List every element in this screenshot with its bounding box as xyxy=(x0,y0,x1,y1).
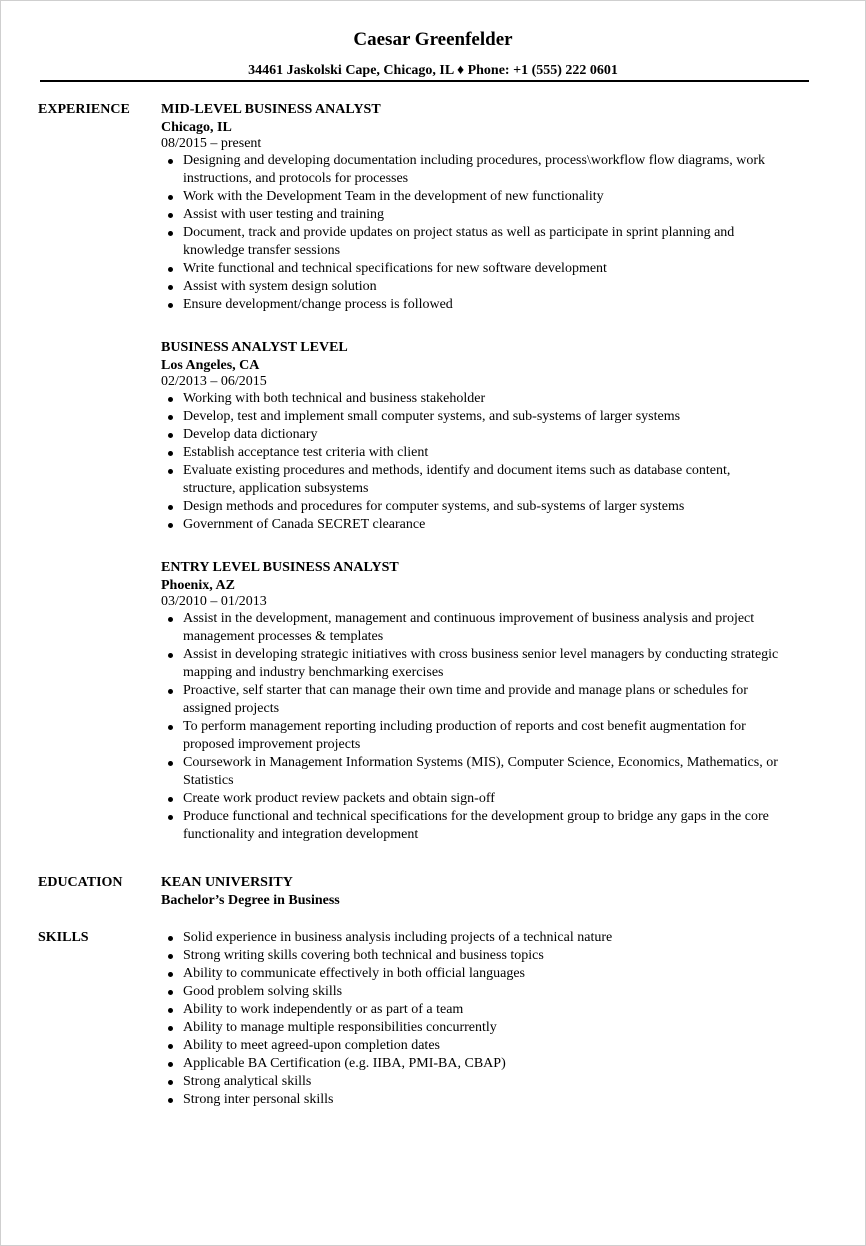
list-item xyxy=(161,947,811,965)
list-item xyxy=(161,1091,811,1109)
list-item xyxy=(161,808,811,844)
list-item xyxy=(161,206,811,224)
job-dates: 08/2015 – present xyxy=(161,136,262,151)
list-item xyxy=(161,682,811,718)
bullet-icon xyxy=(168,797,173,802)
bullet-icon xyxy=(168,972,173,977)
job-location: Chicago, IL xyxy=(161,120,232,135)
list-item xyxy=(161,516,811,534)
bullet-text: Design methods and procedures for computer systems, and sub-systems of larger systems xyxy=(183,499,685,514)
list-item xyxy=(161,983,811,1001)
bullet-text: Create work product review packets and obtain sign-off xyxy=(183,791,495,806)
job-entry xyxy=(161,101,811,314)
bullet-text: Applicable BA Certification (e.g. IIBA, PMI-BA, CBAP) xyxy=(183,1056,506,1071)
skills-heading: SKILLS xyxy=(38,930,89,945)
list-item xyxy=(161,260,811,278)
bullet-icon xyxy=(168,1044,173,1049)
bullet-icon xyxy=(168,815,173,820)
bullet-text: Strong writing skills covering both technical and business topics xyxy=(183,948,544,963)
list-item xyxy=(161,408,811,426)
bullet-icon xyxy=(168,397,173,402)
list-item xyxy=(161,754,811,790)
bullet-icon xyxy=(168,653,173,658)
bullet-icon xyxy=(168,159,173,164)
list-item xyxy=(161,278,811,296)
job-bullet-list xyxy=(161,610,811,844)
bullet-text: Government of Canada SECRET clearance xyxy=(183,517,426,532)
bullet-text: Evaluate existing procedures and methods, identify and document items such as database content, structure, application subsystems xyxy=(183,463,731,496)
job-bullet-list xyxy=(161,390,811,534)
bullet-text: Ability to work independently or as part of a team xyxy=(183,1002,464,1017)
education-body xyxy=(161,874,811,910)
skills-list xyxy=(161,929,811,1109)
bullet-icon xyxy=(168,936,173,941)
job-entry xyxy=(161,559,811,844)
list-item xyxy=(161,152,811,188)
list-item xyxy=(161,462,811,498)
skills-body xyxy=(161,929,811,1109)
bullet-text: Proactive, self starter that can manage their own time and provide and manage plans or schedules for assigned projects xyxy=(183,683,748,716)
bullet-text: Ability to communicate effectively in both official languages xyxy=(183,966,525,981)
bullet-text: Ability to manage multiple responsibilities concurrently xyxy=(183,1020,497,1035)
list-item xyxy=(161,1073,811,1091)
list-item xyxy=(161,296,811,314)
bullet-text: Document, track and provide updates on project status as well as participate in sprint planning and knowledge transfer sessions xyxy=(183,225,735,258)
bullet-icon xyxy=(168,725,173,730)
bullet-icon xyxy=(168,523,173,528)
bullet-text: Strong analytical skills xyxy=(183,1074,312,1089)
bullet-text: Assist in the development, management and continuous improvement of business analysis and project management processes & templates xyxy=(183,611,755,644)
list-item xyxy=(161,610,811,646)
list-item xyxy=(161,1001,811,1019)
bullet-text: Work with the Development Team in the development of new functionality xyxy=(183,189,604,204)
bullet-icon xyxy=(168,1062,173,1067)
list-item xyxy=(161,929,811,947)
list-item xyxy=(161,444,811,462)
job-title: BUSINESS ANALYST LEVEL xyxy=(161,340,348,355)
bullet-text: Good problem solving skills xyxy=(183,984,343,999)
list-item xyxy=(161,1019,811,1037)
bullet-text: Produce functional and technical specifications for the development group to bridge any gaps in the core functionality and integration development xyxy=(183,809,769,842)
list-item xyxy=(161,1037,811,1055)
job-title: ENTRY LEVEL BUSINESS ANALYST xyxy=(161,560,399,575)
candidate-name: Caesar Greenfelder xyxy=(353,29,513,50)
bullet-text: Develop, test and implement small computer systems, and sub-systems of larger systems xyxy=(183,409,681,424)
bullet-text: Designing and developing documentation including procedures, process\workflow flow diagrams, work instructions, and protocols for processes xyxy=(183,153,766,186)
bullet-text: Assist with system design solution xyxy=(183,279,377,294)
bullet-icon xyxy=(168,505,173,510)
job-entry xyxy=(161,339,811,534)
bullet-text: Write functional and technical specifications for new software development xyxy=(183,261,607,276)
list-item xyxy=(161,498,811,516)
bullet-icon xyxy=(168,954,173,959)
bullet-text: Coursework in Management Information Systems (MIS), Computer Science, Economics, Mathematics, or Statistics xyxy=(183,755,778,788)
bullet-icon xyxy=(168,990,173,995)
list-item xyxy=(161,188,811,206)
job-location: Phoenix, AZ xyxy=(161,578,235,593)
list-item xyxy=(161,224,811,260)
bullet-icon xyxy=(168,213,173,218)
bullet-text: Working with both technical and business stakeholder xyxy=(183,391,486,406)
bullet-icon xyxy=(168,1026,173,1031)
education-heading: EDUCATION xyxy=(38,875,123,890)
degree: Bachelor’s Degree in Business xyxy=(161,893,340,908)
list-item xyxy=(161,965,811,983)
bullet-text: Ability to meet agreed-upon completion dates xyxy=(183,1038,440,1053)
job-dates: 02/2013 – 06/2015 xyxy=(161,374,267,389)
bullet-text: Assist with user testing and training xyxy=(183,207,385,222)
bullet-text: Establish acceptance test criteria with client xyxy=(183,445,429,460)
list-item xyxy=(161,1055,811,1073)
bullet-icon xyxy=(168,415,173,420)
list-item xyxy=(161,718,811,754)
bullet-icon xyxy=(168,303,173,308)
bullet-icon xyxy=(168,433,173,438)
bullet-icon xyxy=(168,1098,173,1103)
bullet-text: Strong inter personal skills xyxy=(183,1092,334,1107)
bullet-text: Ensure development/change process is followed xyxy=(183,297,453,312)
header-divider xyxy=(40,80,809,82)
bullet-icon xyxy=(168,1008,173,1013)
bullet-text: Develop data dictionary xyxy=(183,427,318,442)
experience-body xyxy=(161,101,811,844)
bullet-icon xyxy=(168,761,173,766)
contact-line: 34461 Jaskolski Cape, Chicago, IL ♦ Phone: +1 (555) 222 0601 xyxy=(248,63,618,78)
job-bullet-list xyxy=(161,152,811,314)
bullet-icon xyxy=(168,1080,173,1085)
job-title: MID-LEVEL BUSINESS ANALYST xyxy=(161,102,381,117)
bullet-icon xyxy=(168,689,173,694)
school-name: KEAN UNIVERSITY xyxy=(161,875,293,890)
bullet-icon xyxy=(168,617,173,622)
list-item xyxy=(161,646,811,682)
bullet-icon xyxy=(168,267,173,272)
job-dates: 03/2010 – 01/2013 xyxy=(161,594,267,609)
bullet-text: Assist in developing strategic initiatives with cross business senior level managers by conducting strategic mapping and industry benchmarking exercises xyxy=(183,647,779,680)
experience-heading: EXPERIENCE xyxy=(38,102,130,117)
bullet-icon xyxy=(168,195,173,200)
bullet-icon xyxy=(168,469,173,474)
job-location: Los Angeles, CA xyxy=(161,358,260,373)
bullet-text: Solid experience in business analysis including projects of a technical nature xyxy=(183,930,613,945)
list-item xyxy=(161,426,811,444)
bullet-icon xyxy=(168,231,173,236)
bullet-icon xyxy=(168,285,173,290)
bullet-icon xyxy=(168,451,173,456)
bullet-text: To perform management reporting including production of reports and cost benefit augmentation for proposed improvement projects xyxy=(183,719,746,752)
list-item xyxy=(161,790,811,808)
list-item xyxy=(161,390,811,408)
